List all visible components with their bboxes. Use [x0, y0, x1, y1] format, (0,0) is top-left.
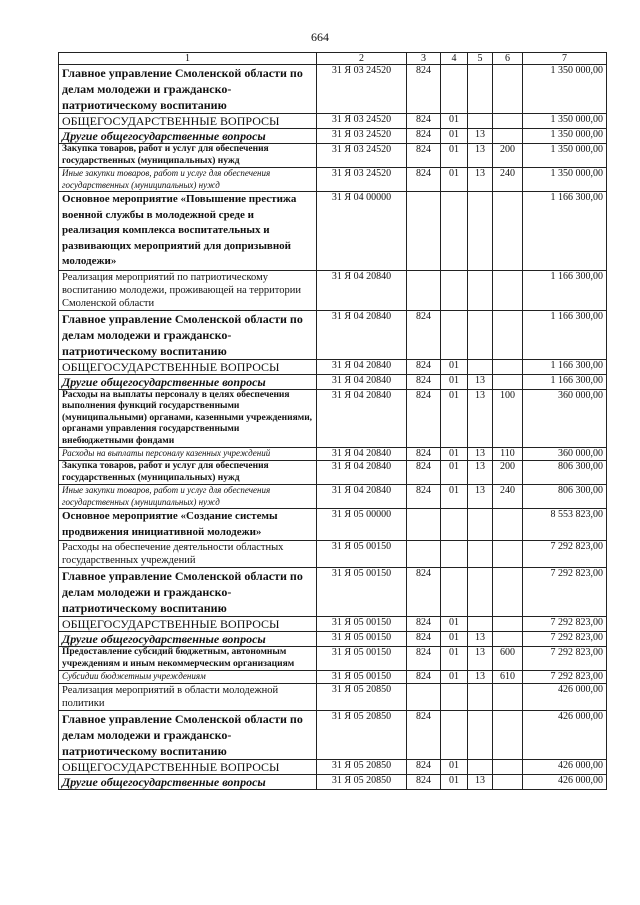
- admin-code-cell: 824: [407, 389, 441, 448]
- admin-code-cell: 824: [407, 168, 441, 192]
- description-cell: Главное управление Смоленской области по делам молодежи и гражданско-патриотическому воспитанию: [59, 65, 317, 114]
- description-cell: Закупка товаров, работ и услуг для обеспечения государственных (муниципальных) нужд: [59, 144, 317, 168]
- table-row: [59, 671, 607, 684]
- description-cell: ОБЩЕГОСУДАРСТВЕННЫЕ ВОПРОСЫ: [59, 359, 317, 374]
- target-code-cell: 31 Я 04 20840: [317, 310, 407, 359]
- target-code-cell: 31 Я 05 20850: [317, 775, 407, 790]
- amount-cell: 7 292 823,00: [523, 671, 607, 684]
- table-header: [59, 53, 607, 65]
- expense-type-cell: [493, 617, 523, 632]
- table-row: [59, 541, 607, 568]
- admin-code-cell: 824: [407, 568, 441, 617]
- subsection-code-cell: 13: [468, 775, 493, 790]
- target-code-cell: 31 Я 03 24520: [317, 114, 407, 129]
- amount-cell: 360 000,00: [523, 448, 607, 461]
- subsection-code-cell: 13: [468, 485, 493, 509]
- table-row: [59, 168, 607, 192]
- header-col-6: 6: [493, 53, 523, 65]
- subsection-code-cell: 13: [468, 374, 493, 389]
- amount-cell: 7 292 823,00: [523, 617, 607, 632]
- target-code-cell: 31 Я 04 20840: [317, 389, 407, 448]
- expense-type-cell: [493, 129, 523, 144]
- subsection-code-cell: [468, 114, 493, 129]
- subsection-code-cell: 13: [468, 389, 493, 448]
- admin-code-cell: 824: [407, 359, 441, 374]
- section-code-cell: 01: [441, 671, 468, 684]
- expense-type-cell: [493, 310, 523, 359]
- admin-code-cell: 824: [407, 129, 441, 144]
- target-code-cell: 31 Я 03 24520: [317, 65, 407, 114]
- expense-type-cell: [493, 65, 523, 114]
- expense-type-cell: [493, 632, 523, 647]
- description-cell: Предоставление субсидий бюджетным, автономным учреждениям и иным некоммерческим организациям: [59, 647, 317, 671]
- description-cell: ОБЩЕГОСУДАРСТВЕННЫЕ ВОПРОСЫ: [59, 617, 317, 632]
- header-col-4: 4: [441, 53, 468, 65]
- expense-type-cell: 100: [493, 389, 523, 448]
- header-col-5: 5: [468, 53, 493, 65]
- target-code-cell: 31 Я 04 20840: [317, 485, 407, 509]
- target-code-cell: 31 Я 03 24520: [317, 144, 407, 168]
- target-code-cell: 31 Я 05 20850: [317, 684, 407, 711]
- expense-type-cell: 600: [493, 647, 523, 671]
- subsection-code-cell: [468, 509, 493, 541]
- target-code-cell: 31 Я 03 24520: [317, 129, 407, 144]
- subsection-code-cell: 13: [468, 647, 493, 671]
- description-cell: Расходы на обеспечение деятельности областных государственных учреждений: [59, 541, 317, 568]
- table-row: [59, 192, 607, 271]
- expense-type-cell: 240: [493, 485, 523, 509]
- expense-type-cell: 240: [493, 168, 523, 192]
- table-row: [59, 389, 607, 448]
- description-cell: Расходы на выплаты персоналу в целях обеспечения выполнения функций государственными (муниципальными) органами, казенными учреждениями, органами управления государственными внебюджетными фондами: [59, 389, 317, 448]
- admin-code-cell: 824: [407, 65, 441, 114]
- header-col-3: 3: [407, 53, 441, 65]
- amount-cell: 426 000,00: [523, 760, 607, 775]
- admin-code-cell: [407, 270, 441, 310]
- admin-code-cell: [407, 541, 441, 568]
- section-code-cell: [441, 711, 468, 760]
- section-code-cell: 01: [441, 168, 468, 192]
- amount-cell: 7 292 823,00: [523, 632, 607, 647]
- amount-cell: 426 000,00: [523, 684, 607, 711]
- table-row: [59, 374, 607, 389]
- description-cell: ОБЩЕГОСУДАРСТВЕННЫЕ ВОПРОСЫ: [59, 114, 317, 129]
- amount-cell: 7 292 823,00: [523, 541, 607, 568]
- expense-type-cell: [493, 509, 523, 541]
- admin-code-cell: 824: [407, 760, 441, 775]
- expense-type-cell: [493, 541, 523, 568]
- table-row: [59, 65, 607, 114]
- subsection-code-cell: [468, 192, 493, 271]
- expense-type-cell: [493, 684, 523, 711]
- section-code-cell: 01: [441, 144, 468, 168]
- budget-table: [58, 52, 607, 790]
- admin-code-cell: 824: [407, 632, 441, 647]
- amount-cell: 1 350 000,00: [523, 114, 607, 129]
- admin-code-cell: 824: [407, 310, 441, 359]
- amount-cell: 1 166 300,00: [523, 374, 607, 389]
- target-code-cell: 31 Я 04 20840: [317, 359, 407, 374]
- section-code-cell: 01: [441, 617, 468, 632]
- subsection-code-cell: [468, 684, 493, 711]
- subsection-code-cell: 13: [468, 632, 493, 647]
- amount-cell: 1 166 300,00: [523, 192, 607, 271]
- table-row: [59, 461, 607, 485]
- subsection-code-cell: 13: [468, 129, 493, 144]
- table-row: [59, 310, 607, 359]
- admin-code-cell: 824: [407, 647, 441, 671]
- description-cell: Основное мероприятие «Создание системы продвижения инициативной молодежи»: [59, 509, 317, 541]
- section-code-cell: 01: [441, 114, 468, 129]
- expense-type-cell: [493, 775, 523, 790]
- amount-cell: 806 300,00: [523, 485, 607, 509]
- subsection-code-cell: 13: [468, 461, 493, 485]
- target-code-cell: 31 Я 04 20840: [317, 374, 407, 389]
- target-code-cell: 31 Я 05 20850: [317, 711, 407, 760]
- target-code-cell: 31 Я 05 00150: [317, 617, 407, 632]
- admin-code-cell: 824: [407, 485, 441, 509]
- expense-type-cell: [493, 374, 523, 389]
- admin-code-cell: 824: [407, 144, 441, 168]
- table-row: [59, 114, 607, 129]
- expense-type-cell: [493, 760, 523, 775]
- amount-cell: 1 166 300,00: [523, 359, 607, 374]
- amount-cell: 360 000,00: [523, 389, 607, 448]
- admin-code-cell: 824: [407, 671, 441, 684]
- target-code-cell: 31 Я 04 20840: [317, 461, 407, 485]
- description-cell: Расходы на выплаты персоналу казенных учреждений: [59, 448, 317, 461]
- table-row: [59, 775, 607, 790]
- expense-type-cell: 610: [493, 671, 523, 684]
- target-code-cell: 31 Я 04 00000: [317, 192, 407, 271]
- subsection-code-cell: [468, 541, 493, 568]
- section-code-cell: 01: [441, 389, 468, 448]
- section-code-cell: [441, 65, 468, 114]
- section-code-cell: [441, 541, 468, 568]
- table-row: [59, 711, 607, 760]
- description-cell: Другие общегосударственные вопросы: [59, 374, 317, 389]
- table-row: [59, 359, 607, 374]
- description-cell: Другие общегосударственные вопросы: [59, 129, 317, 144]
- header-col-1: 1: [59, 53, 317, 65]
- section-code-cell: 01: [441, 448, 468, 461]
- section-code-cell: 01: [441, 485, 468, 509]
- subsection-code-cell: [468, 711, 493, 760]
- subsection-code-cell: [468, 65, 493, 114]
- admin-code-cell: [407, 684, 441, 711]
- subsection-code-cell: 13: [468, 168, 493, 192]
- expense-type-cell: [493, 568, 523, 617]
- description-cell: ОБЩЕГОСУДАРСТВЕННЫЕ ВОПРОСЫ: [59, 760, 317, 775]
- description-cell: Реализация мероприятий в области молодежной политики: [59, 684, 317, 711]
- amount-cell: 1 350 000,00: [523, 129, 607, 144]
- target-code-cell: 31 Я 05 20850: [317, 760, 407, 775]
- admin-code-cell: 824: [407, 775, 441, 790]
- section-code-cell: [441, 310, 468, 359]
- admin-code-cell: 824: [407, 448, 441, 461]
- amount-cell: 426 000,00: [523, 775, 607, 790]
- amount-cell: 1 350 000,00: [523, 144, 607, 168]
- table-row: [59, 760, 607, 775]
- admin-code-cell: 824: [407, 114, 441, 129]
- section-code-cell: 01: [441, 632, 468, 647]
- target-code-cell: 31 Я 04 20840: [317, 448, 407, 461]
- table-row: [59, 144, 607, 168]
- description-cell: Иные закупки товаров, работ и услуг для обеспечения государственных (муниципальных) нужд: [59, 485, 317, 509]
- section-code-cell: [441, 568, 468, 617]
- amount-cell: 7 292 823,00: [523, 647, 607, 671]
- admin-code-cell: [407, 509, 441, 541]
- section-code-cell: 01: [441, 374, 468, 389]
- description-cell: Другие общегосударственные вопросы: [59, 632, 317, 647]
- table-row: [59, 448, 607, 461]
- subsection-code-cell: 13: [468, 448, 493, 461]
- subsection-code-cell: [468, 270, 493, 310]
- table-row: [59, 509, 607, 541]
- expense-type-cell: [493, 711, 523, 760]
- expense-type-cell: 200: [493, 144, 523, 168]
- section-code-cell: [441, 509, 468, 541]
- description-cell: Главное управление Смоленской области по делам молодежи и гражданско-патриотическому воспитанию: [59, 711, 317, 760]
- admin-code-cell: 824: [407, 461, 441, 485]
- target-code-cell: 31 Я 05 00000: [317, 509, 407, 541]
- description-cell: Субсидии бюджетным учреждениям: [59, 671, 317, 684]
- table-row: [59, 617, 607, 632]
- section-code-cell: [441, 270, 468, 310]
- table-row: [59, 647, 607, 671]
- section-code-cell: 01: [441, 775, 468, 790]
- table-row: [59, 632, 607, 647]
- target-code-cell: 31 Я 05 00150: [317, 632, 407, 647]
- amount-cell: 1 350 000,00: [523, 65, 607, 114]
- expense-type-cell: 110: [493, 448, 523, 461]
- section-code-cell: [441, 684, 468, 711]
- expense-type-cell: [493, 359, 523, 374]
- expense-type-cell: [493, 114, 523, 129]
- target-code-cell: 31 Я 03 24520: [317, 168, 407, 192]
- target-code-cell: 31 Я 05 00150: [317, 647, 407, 671]
- amount-cell: 1 166 300,00: [523, 310, 607, 359]
- target-code-cell: 31 Я 05 00150: [317, 671, 407, 684]
- expense-type-cell: [493, 192, 523, 271]
- subsection-code-cell: [468, 310, 493, 359]
- section-code-cell: 01: [441, 359, 468, 374]
- description-cell: Иные закупки товаров, работ и услуг для обеспечения государственных (муниципальных) нужд: [59, 168, 317, 192]
- expense-type-cell: [493, 270, 523, 310]
- table-body: [59, 65, 607, 790]
- page-number: 664: [311, 30, 329, 44]
- target-code-cell: 31 Я 05 00150: [317, 541, 407, 568]
- table-row: [59, 129, 607, 144]
- table-row: [59, 270, 607, 310]
- table-row: [59, 485, 607, 509]
- admin-code-cell: [407, 192, 441, 271]
- amount-cell: 806 300,00: [523, 461, 607, 485]
- description-cell: Другие общегосударственные вопросы: [59, 775, 317, 790]
- section-code-cell: 01: [441, 760, 468, 775]
- section-code-cell: 01: [441, 647, 468, 671]
- description-cell: Главное управление Смоленской области по делам молодежи и гражданско-патриотическому воспитанию: [59, 568, 317, 617]
- admin-code-cell: 824: [407, 711, 441, 760]
- subsection-code-cell: [468, 359, 493, 374]
- subsection-code-cell: [468, 617, 493, 632]
- admin-code-cell: 824: [407, 617, 441, 632]
- table-row: [59, 684, 607, 711]
- target-code-cell: 31 Я 05 00150: [317, 568, 407, 617]
- header-row: [59, 53, 607, 65]
- admin-code-cell: 824: [407, 374, 441, 389]
- subsection-code-cell: 13: [468, 144, 493, 168]
- section-code-cell: 01: [441, 461, 468, 485]
- description-cell: Основное мероприятие «Повышение престижа военной службы в молодежной среде и реализация комплекса воспитательных и развивающих мероприятий для допризывной молодежи»: [59, 192, 317, 271]
- section-code-cell: 01: [441, 129, 468, 144]
- target-code-cell: 31 Я 04 20840: [317, 270, 407, 310]
- table-row: [59, 568, 607, 617]
- header-col-2: 2: [317, 53, 407, 65]
- expense-type-cell: 200: [493, 461, 523, 485]
- description-cell: Главное управление Смоленской области по делам молодежи и гражданско-патриотическому воспитанию: [59, 310, 317, 359]
- amount-cell: 426 000,00: [523, 711, 607, 760]
- subsection-code-cell: [468, 568, 493, 617]
- description-cell: Закупка товаров, работ и услуг для обеспечения государственных (муниципальных) нужд: [59, 461, 317, 485]
- section-code-cell: [441, 192, 468, 271]
- amount-cell: 1 350 000,00: [523, 168, 607, 192]
- subsection-code-cell: 13: [468, 671, 493, 684]
- subsection-code-cell: [468, 760, 493, 775]
- amount-cell: 1 166 300,00: [523, 270, 607, 310]
- description-cell: Реализация мероприятий по патриотическому воспитанию молодежи, проживающей на территории Смоленской области: [59, 270, 317, 310]
- header-col-7: 7: [523, 53, 607, 65]
- amount-cell: 7 292 823,00: [523, 568, 607, 617]
- amount-cell: 8 553 823,00: [523, 509, 607, 541]
